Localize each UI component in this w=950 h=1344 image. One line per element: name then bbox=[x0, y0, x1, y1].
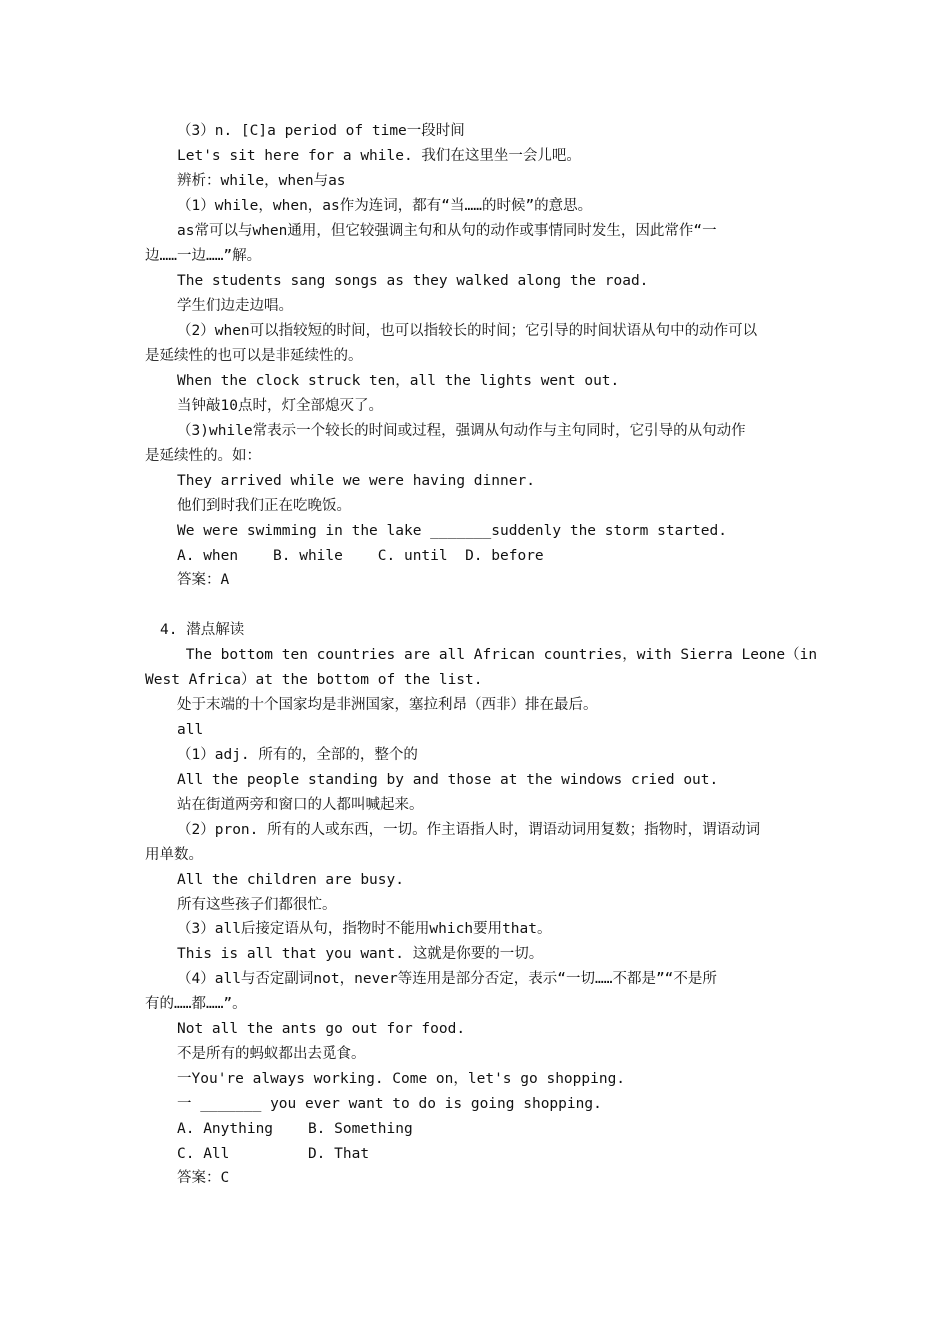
text-line: A. when B. while C. until D. before bbox=[177, 548, 544, 564]
text-line: （2）pron. 所有的人或东西，一切。作主语指人时，谓语动词用复数；指物时，谓语动词 bbox=[177, 822, 761, 838]
text-line: 处于末端的十个国家均是非洲国家，塞拉利昂（西非）排在最后。 bbox=[177, 697, 598, 713]
text-line: All the people standing by and those at the windows cried out. bbox=[177, 772, 719, 788]
text-line: 当钟敲10点时，灯全部熄灭了。 bbox=[177, 398, 383, 414]
text-line: All the children are busy. bbox=[177, 872, 404, 888]
answer-line: 答案：C bbox=[177, 1170, 230, 1186]
text-line: Not all the ants go out for food. bbox=[177, 1021, 466, 1037]
text-line: as常可以与when通用，但它较强调主句和从句的动作或事情同时发生，因此常作“一 bbox=[177, 223, 717, 239]
text-line: （3)while常表示一个较长的时间或过程，强调从句动作与主句同时，它引导的从句动作 bbox=[177, 423, 746, 439]
text-line: We were swimming in the lake _______suddenly the storm started. bbox=[177, 523, 727, 539]
text-line: 站在街道两旁和窗口的人都叫喊起来。 bbox=[177, 797, 424, 813]
text-line: Let's sit here for a while. 我们在这里坐一会儿吧。 bbox=[177, 148, 581, 164]
text-line: 边……一边……”解。 bbox=[145, 248, 262, 264]
text-line: West Africa）at the bottom of the list. bbox=[145, 672, 483, 688]
text-line: C. All D. That bbox=[177, 1146, 370, 1162]
text-line: 是延续性的也可以是非延续性的。 bbox=[145, 348, 363, 364]
text-line: （1）while，when，as作为连词，都有“当……的时候”的意思。 bbox=[177, 198, 593, 214]
text-line: 所有这些孩子们都很忙。 bbox=[177, 897, 337, 913]
text-line: A. Anything B. Something bbox=[177, 1121, 413, 1137]
text-line: 一 _______ you ever want to do is going shopping. bbox=[177, 1096, 602, 1112]
text-line: （2）when可以指较短的时间，也可以指较长的时间；它引导的时间状语从句中的动作可以 bbox=[177, 323, 758, 339]
text-line: They arrived while we were having dinner. bbox=[177, 473, 535, 489]
text-line: （3）all后接定语从句，指物时不能用which要用that。 bbox=[177, 921, 552, 937]
text-line: （4）all与否定副词not，never等连用是部分否定，表示“一切……不都是”“不是所 bbox=[177, 971, 717, 987]
text-line: 学生们边走边唱。 bbox=[177, 298, 293, 314]
answer-line: 答案：A bbox=[177, 572, 230, 588]
text-line: 不是所有的蚂蚁都出去觅食。 bbox=[177, 1046, 366, 1062]
text-line: 辨析：while，when与as bbox=[177, 173, 346, 189]
text-line: 有的……都……”。 bbox=[145, 996, 247, 1012]
text-line: 用单数。 bbox=[145, 847, 203, 863]
text-line: （1）adj. 所有的，全部的，整个的 bbox=[177, 747, 418, 763]
text-line: 他们到时我们正在吃晚饭。 bbox=[177, 498, 351, 514]
text-line: The students sang songs as they walked along the road. bbox=[177, 273, 649, 289]
text-line: The bottom ten countries are all African countries，with Sierra Leone（in bbox=[177, 647, 817, 663]
text-line: When the clock struck ten，all the lights went out. bbox=[177, 373, 620, 389]
text-line: 一You're always working. Come on，let's go shopping. bbox=[177, 1071, 626, 1087]
text-line: This is all that you want. 这就是你要的一切。 bbox=[177, 946, 544, 962]
section-heading: 4. 潜点解读 bbox=[160, 622, 245, 638]
text-line: all bbox=[177, 722, 204, 738]
text-line: 是延续性的。如： bbox=[145, 448, 261, 464]
text-line: （3）n. [C]a period of time一段时间 bbox=[177, 123, 465, 139]
